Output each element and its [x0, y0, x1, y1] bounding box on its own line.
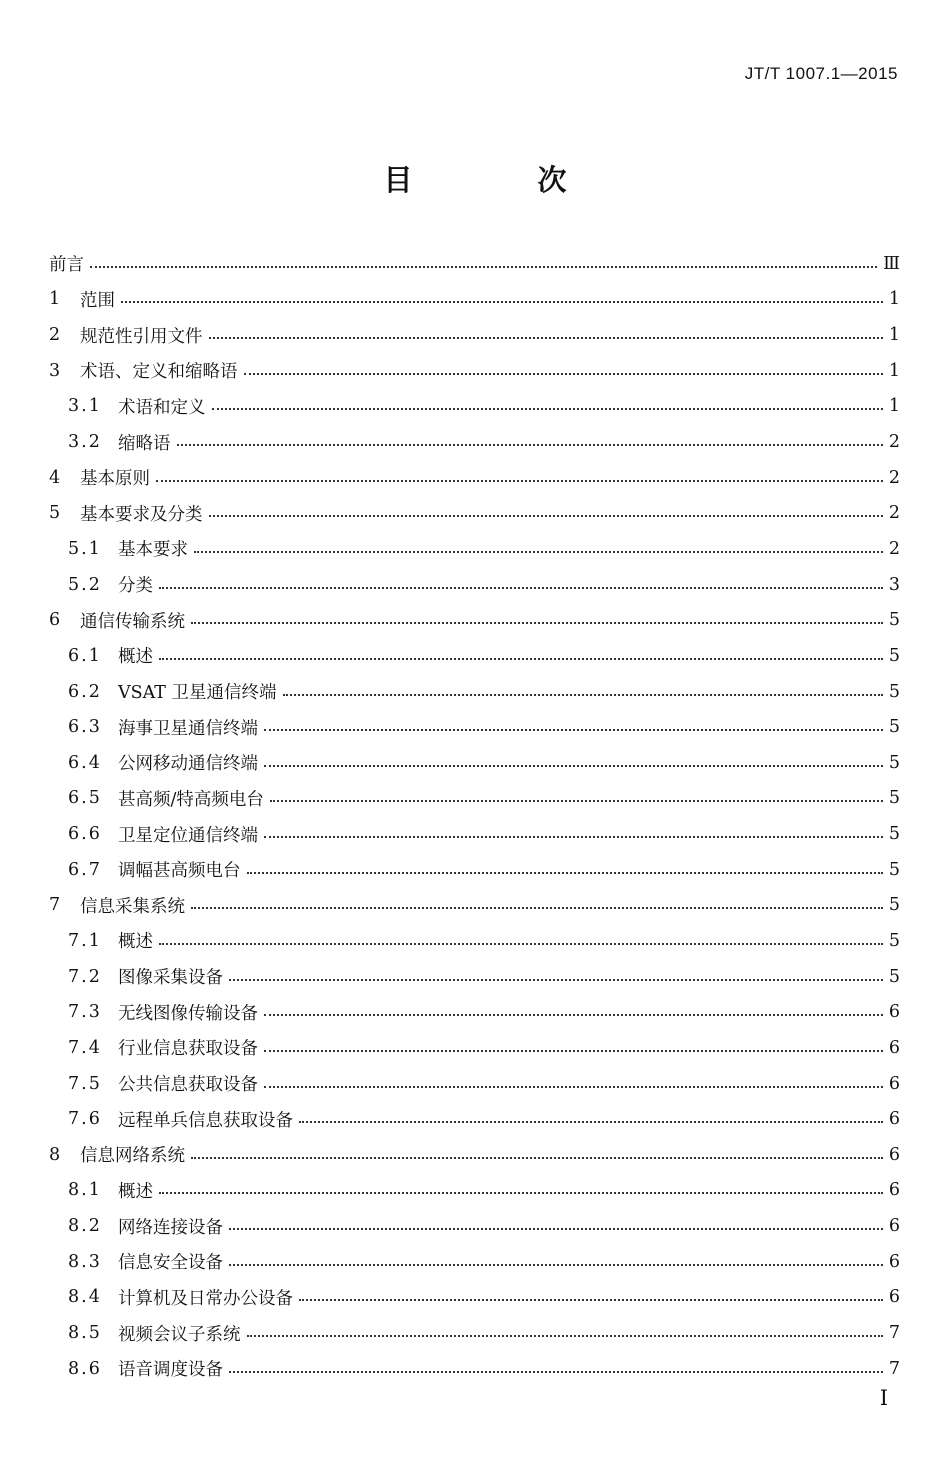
toc-entry-number: 6.6: [68, 824, 102, 845]
toc-entry-label: 卫星定位通信终端: [118, 825, 258, 846]
toc-entry[interactable]: [49, 246, 900, 282]
toc-entry[interactable]: [49, 460, 900, 496]
toc-entry[interactable]: [49, 781, 900, 817]
toc-dot-leader: [209, 337, 883, 339]
toc-entry[interactable]: [49, 531, 900, 567]
toc-entry-page: 1: [888, 289, 900, 310]
toc-entry-number: 8.4: [68, 1287, 102, 1308]
toc-entry-page: 6: [888, 1002, 900, 1023]
toc-entry[interactable]: [49, 745, 900, 781]
toc-entry-number: 7.6: [68, 1109, 102, 1130]
toc-entry-page: 5: [888, 788, 900, 809]
toc-entry-number: 8.6: [68, 1358, 102, 1379]
toc-entry[interactable]: [49, 994, 900, 1030]
toc-entry-number: 8.3: [68, 1251, 102, 1272]
toc-dot-leader: [121, 301, 883, 303]
toc-dot-leader: [191, 622, 883, 624]
toc-entry[interactable]: [49, 709, 900, 745]
toc-dot-leader: [229, 1371, 883, 1373]
toc-dot-leader: [229, 1264, 883, 1266]
toc-entry-page: 5: [888, 859, 900, 880]
toc-entry[interactable]: [49, 674, 900, 710]
toc-entry[interactable]: [49, 1208, 900, 1244]
toc-entry-label: 无线图像传输设备: [118, 1003, 258, 1024]
toc-dot-leader: [264, 1014, 883, 1016]
toc-entry-label: VSAT 卫星通信终端: [118, 683, 277, 703]
toc-entry-label: 公网移动通信终端: [118, 754, 258, 775]
toc-entry-number: 7.5: [68, 1073, 102, 1094]
toc-entry-number: 4: [49, 467, 61, 488]
toc-entry-page: 7: [888, 1323, 900, 1344]
page-number: I: [879, 1386, 888, 1410]
toc-entry-label: 网络连接设备: [118, 1217, 223, 1238]
toc-entry-number: 6.7: [68, 859, 102, 880]
toc-entry-number: 3.1: [68, 396, 102, 417]
toc-entry-number: 6.2: [68, 681, 102, 702]
toc-entry-page: 6: [888, 1216, 900, 1237]
toc-entry-number: 8.2: [68, 1216, 102, 1237]
toc-entry[interactable]: [49, 1351, 900, 1387]
toc-entry-page: 2: [888, 467, 900, 488]
toc-entry-number: 5.2: [68, 574, 102, 595]
toc-entry-number: 7.3: [68, 1002, 102, 1023]
toc-dot-leader: [156, 480, 883, 482]
toc-entry-label: 行业信息获取设备: [118, 1039, 258, 1060]
toc-dot-leader: [159, 943, 883, 945]
toc-dot-leader: [229, 979, 883, 981]
toc-entry-number: 3: [49, 360, 61, 381]
toc-entry-label: 信息采集系统: [80, 896, 185, 917]
page-title: 目 次: [383, 163, 615, 197]
toc-entry[interactable]: [49, 602, 900, 638]
toc-entry[interactable]: [49, 1315, 900, 1351]
toc-entry-number: 5: [49, 503, 61, 524]
toc-entry-page: 6: [888, 1037, 900, 1058]
toc-entry-page: 2: [888, 503, 900, 524]
toc-entry[interactable]: [49, 923, 900, 959]
toc-entry-label: 基本原则: [80, 469, 150, 490]
toc-entry-number: 6.4: [68, 752, 102, 773]
document-code: JT/T 1007.1—2015: [744, 64, 898, 83]
toc-entry[interactable]: [49, 317, 900, 353]
toc-entry-number: 8: [49, 1144, 61, 1165]
toc-entry-number: 1: [49, 289, 61, 310]
toc-dot-leader: [159, 587, 883, 589]
toc-entry-number: 7: [49, 895, 61, 916]
toc-entry[interactable]: [49, 1101, 900, 1137]
toc-dot-leader: [212, 408, 883, 410]
toc-dot-leader: [264, 1086, 883, 1088]
toc-entry-label: 前言: [49, 255, 84, 276]
toc-entry-label: 范围: [80, 290, 115, 311]
toc-entry-page: 5: [888, 895, 900, 916]
toc-entry[interactable]: [49, 1244, 900, 1280]
toc-entry-label: 公共信息获取设备: [118, 1075, 258, 1096]
toc-dot-leader: [299, 1121, 883, 1123]
toc-entry-number: 8.1: [68, 1180, 102, 1201]
toc-entry[interactable]: [49, 424, 900, 460]
toc-dot-leader: [209, 515, 883, 517]
toc-entry-label: 概述: [118, 932, 153, 953]
toc-dot-leader: [191, 907, 883, 909]
toc-entry-page: 5: [888, 824, 900, 845]
toc-entry-number: 7.4: [68, 1037, 102, 1058]
toc-entry-label: 通信传输系统: [80, 611, 185, 632]
toc-entry-label: 甚高频/特高频电台: [118, 789, 264, 810]
toc-entry-page: 5: [888, 752, 900, 773]
toc-entry-number: 7.1: [68, 930, 102, 951]
toc-entry-label: 语音调度设备: [118, 1360, 223, 1381]
toc-entry-page: 6: [888, 1073, 900, 1094]
toc-entry-page: 5: [888, 717, 900, 738]
toc-dot-leader: [270, 800, 883, 802]
toc-entry-label: 分类: [118, 576, 153, 597]
toc-entry-page: 6: [888, 1144, 900, 1165]
toc-entry-number: 6.5: [68, 788, 102, 809]
toc-entry-label: 调幅甚高频电台: [118, 861, 241, 882]
toc-entry-number: 5.1: [68, 538, 102, 559]
toc-entry-page: 1: [888, 396, 900, 417]
toc-entry-label: 基本要求及分类: [80, 504, 203, 525]
toc-dot-leader: [264, 1050, 883, 1052]
toc-entry-label: 规范性引用文件: [80, 326, 203, 347]
toc-entry[interactable]: [49, 888, 900, 924]
toc-entry-label: 远程单兵信息获取设备: [118, 1110, 293, 1131]
toc-entry-label: 术语和定义: [118, 397, 206, 418]
toc-entry-page: 2: [888, 538, 900, 559]
toc-dot-leader: [264, 836, 883, 838]
toc-entry-number: 2: [49, 325, 61, 346]
toc-entry[interactable]: [49, 1066, 900, 1102]
toc-dot-leader: [177, 444, 883, 446]
toc-entry-number: 6: [49, 610, 61, 631]
toc-entry[interactable]: [49, 1173, 900, 1209]
toc-entry[interactable]: [49, 495, 900, 531]
toc-entry-page: 6: [888, 1180, 900, 1201]
toc-entry[interactable]: [49, 1137, 900, 1173]
toc-entry-label: 计算机及日常办公设备: [118, 1288, 293, 1309]
toc-entry-label: 缩略语: [118, 433, 171, 454]
toc-dot-leader: [194, 551, 883, 553]
toc-dot-leader: [90, 266, 877, 268]
toc-entry-label: 概述: [118, 1181, 153, 1202]
toc-entry-number: 7.2: [68, 966, 102, 987]
toc-entry-page: 5: [888, 966, 900, 987]
toc-entry-page: 5: [888, 645, 900, 666]
toc-entry-label: 信息安全设备: [118, 1253, 223, 1274]
toc-entry-page: 6: [888, 1251, 900, 1272]
toc-dot-leader: [191, 1157, 883, 1159]
toc-entry-label: 概述: [118, 647, 153, 668]
toc-dot-leader: [229, 1228, 883, 1230]
toc-entry-page: 5: [888, 610, 900, 631]
table-of-contents: [49, 246, 900, 1387]
toc-dot-leader: [264, 729, 883, 731]
toc-entry-label: 海事卫星通信终端: [118, 718, 258, 739]
toc-entry[interactable]: [49, 282, 900, 318]
toc-dot-leader: [247, 1335, 883, 1337]
toc-dot-leader: [159, 658, 883, 660]
toc-entry-page: 3: [888, 574, 900, 595]
toc-entry[interactable]: [49, 389, 900, 425]
toc-entry-page: 6: [888, 1287, 900, 1308]
toc-dot-leader: [283, 694, 883, 696]
toc-dot-leader: [244, 373, 883, 375]
toc-entry-page: Ⅲ: [883, 253, 900, 274]
toc-entry-number: 3.2: [68, 432, 102, 453]
toc-entry[interactable]: [49, 1280, 900, 1316]
toc-entry-page: 6: [888, 1109, 900, 1130]
toc-dot-leader: [264, 765, 883, 767]
toc-entry-label: 信息网络系统: [80, 1146, 185, 1167]
toc-entry[interactable]: [49, 1030, 900, 1066]
toc-entry[interactable]: [49, 959, 900, 995]
toc-entry-page: 1: [888, 360, 900, 381]
toc-dot-leader: [299, 1299, 883, 1301]
toc-entry-page: 2: [888, 432, 900, 453]
toc-dot-leader: [159, 1192, 883, 1194]
toc-entry[interactable]: [49, 353, 900, 389]
toc-entry-label: 术语、定义和缩略语: [80, 362, 238, 383]
toc-entry-page: 5: [888, 930, 900, 951]
toc-entry-number: 8.5: [68, 1323, 102, 1344]
toc-entry-page: 1: [888, 325, 900, 346]
toc-entry-label: 基本要求: [118, 540, 188, 561]
toc-entry-number: 6.3: [68, 717, 102, 738]
toc-entry-label: 视频会议子系统: [118, 1324, 241, 1345]
toc-entry-page: 5: [888, 681, 900, 702]
toc-entry[interactable]: [49, 816, 900, 852]
toc-entry[interactable]: [49, 852, 900, 888]
toc-entry-page: 7: [888, 1358, 900, 1379]
toc-dot-leader: [247, 872, 883, 874]
toc-entry-label: 图像采集设备: [118, 968, 223, 989]
toc-entry[interactable]: [49, 567, 900, 603]
toc-entry-number: 6.1: [68, 645, 102, 666]
toc-entry[interactable]: [49, 638, 900, 674]
